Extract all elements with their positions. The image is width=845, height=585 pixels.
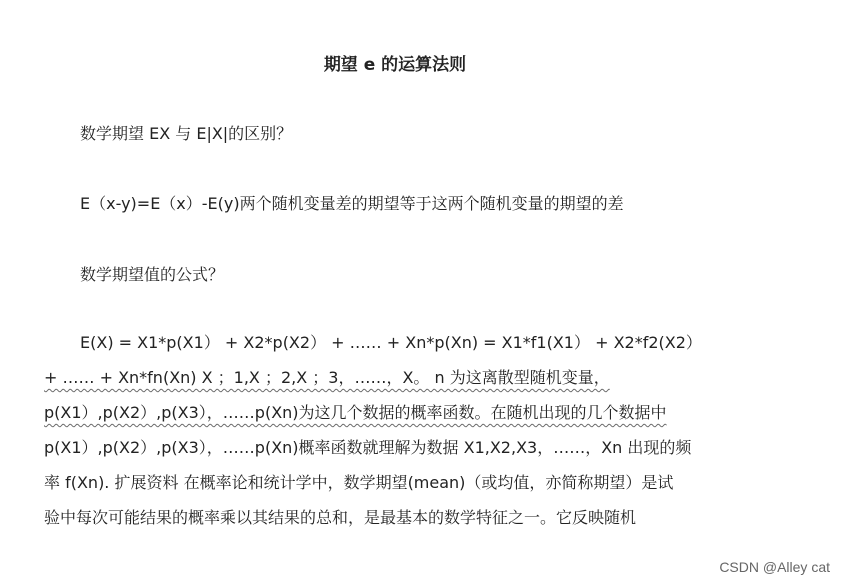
body-line-2-text: + …… + Xn*fn(Xn) X ；1,X ；2,X ；3，……，X。 n 为这离散型随机变量， [44, 368, 610, 387]
formula-body [44, 332, 764, 542]
page-title: 期望 e 的运算法则 [323, 55, 467, 75]
body-line-6: 验中每次可能结果的概率乘以其结果的总和，是最基本的数学特征之一。它反映随机 [44, 508, 637, 527]
body-line-2 [44, 367, 764, 402]
question-ex-vs-abs: 数学期望 EX 与 E|X|的区别？ [80, 124, 293, 143]
body-line-5: 率 f(Xn). 扩展资料 在概率论和统计学中，数学期望(mean)（或均值，亦简称期望）是试 [44, 473, 674, 492]
answer-difference-expectation: E（x-y)=E（x）-E(y)两个随机变量差的期望等于这两个随机变量的期望的差 [80, 194, 624, 213]
csdn-watermark: CSDN @Alley cat [719, 559, 830, 575]
body-line-1: E(X) = X1*p(X1） + X2*p(X2） + …… + Xn*p(Xn) = X1*f1(X1） + X2*f2(X2） [80, 333, 702, 352]
body-line-3-text: p(X1）,p(X2）,p(X3），……p(Xn)为这几个数据的概率函数。在随机出现的几个数据中 [44, 403, 667, 422]
body-line-3 [44, 402, 764, 437]
body-line-4: p(X1）,p(X2）,p(X3），……p(Xn)概率函数就理解为数据 X1,X2,X3，……，Xn 出现的频 [44, 438, 692, 457]
question-expectation-formula: 数学期望值的公式？ [80, 265, 225, 284]
